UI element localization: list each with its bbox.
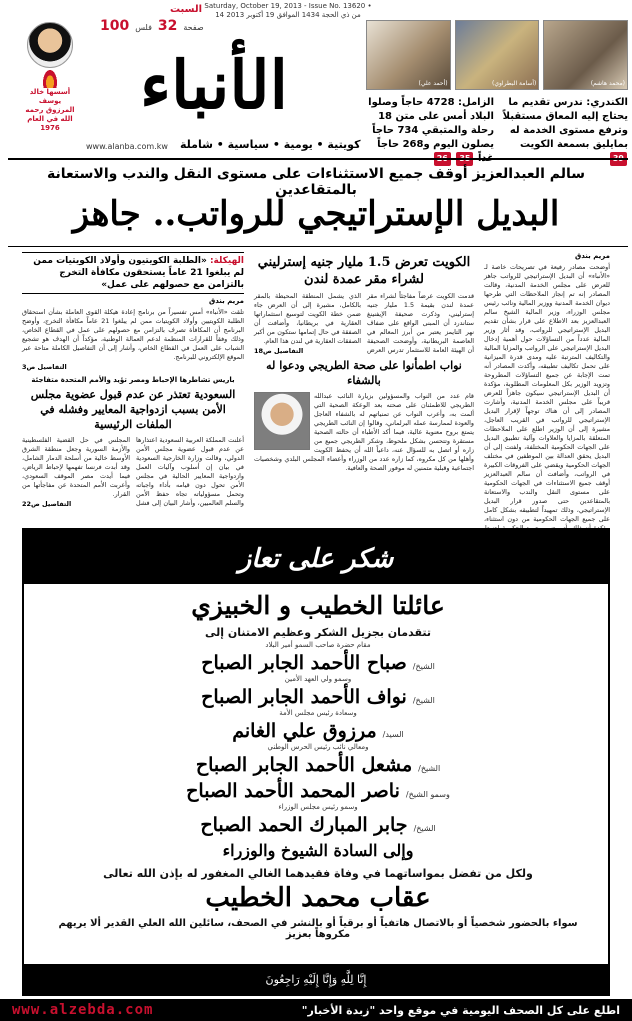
photo-credit: (أحمد علي) xyxy=(418,80,448,87)
thanks-announcement xyxy=(22,528,610,996)
article-left[interactable] xyxy=(22,252,244,524)
dignitary-name: صباح الأحمد الجابر الصباح xyxy=(201,652,407,674)
sections-tagline: كويتية • يومية • سياسية • شاملة xyxy=(180,138,361,151)
founder-caption: أسسها خالد يوسف المرزوق رحمه الله في العام 1976 xyxy=(25,88,75,132)
quote-headline[interactable] xyxy=(22,252,244,294)
divider xyxy=(8,246,628,247)
quran-verse: إِنَّا لِلَّهِ وَإِنَّا إِلَيْهِ رَاجِعُونَ xyxy=(265,973,367,986)
article-body: أعلنت المملكة العربية السعودية اعتذارها عن عدم قبول عضوية مجلس الأمن الدولي، وقالت وزارة الخارجية السعودية في بيان إن أسلوب وآليات العمل وازدواجية المعايير الحالية في مجلس الأمن تحول دون قيامه بأداء واجباته وتحمل مسؤولياته تجاه حفظ الأمن والسلم العالميين، وأشار البيان إلى فشل المجلس في حل القضية الفلسطينية والأزمة السورية وجعل منطقة الشرق الأوسط خالية من أسلحة الدمار الشامل، وقد أبدت فرنسا تفهمها لإحباط الرياض، فيما أيدت مصر الموقف السعودي، وأعربت الأمم المتحدة عن مفاجأتها من القرار. xyxy=(22,436,244,507)
watermark-banner xyxy=(0,999,632,1021)
family-names: عائلتا الخطيب و الخبيزي xyxy=(191,591,445,620)
front-page-news xyxy=(22,252,610,524)
final-prayer: سواء بالحضور شخصياً أو بالاتصال هاتفياً أو برقياً أو بالنشر في الصحف، سائلين الله العلي القدير ألا يريهم مكروهاً بعزيز xyxy=(58,918,578,940)
dignitary-title: الشيخ/ xyxy=(412,696,435,705)
dignitary-name: مرزوق علي الغانم xyxy=(232,720,377,742)
quote-text: «الطلبة الكويتيون وأولاد الكويتيات ممن لم يبلغوا 21 عاماً يستحقون مكافأة التخرج بالتزامن مع حصولهم على عمل» xyxy=(33,256,244,290)
photo-credit: (محمد هاشم) xyxy=(590,80,625,87)
dignitary-subtitle: ومعالي نائب رئيس الحرس الوطني xyxy=(267,743,369,751)
ad-calligraphy-title: شكر على تعاز xyxy=(238,544,394,574)
dignitary-title: السيد/ xyxy=(382,730,404,739)
dignitary-row xyxy=(44,813,592,837)
main-headline[interactable]: البديل الإستراتيجي للرواتب.. جاهز xyxy=(72,194,560,234)
closing-text: ولكل من تفضل بمواساتهما في وفاة فقيدهما الغالي المغفور له بإذن الله تعالى xyxy=(103,867,533,880)
dateline: Saturday, October 19, 2013 - Issue No. 13620 • 14 من ذي الحجة 1434 الموافق 19 أكتوبر 2013 xyxy=(204,2,372,19)
dignitary-name: نواف الأحمد الجابر الصباح xyxy=(201,686,407,708)
dignitary-name: ناصر المحمد الأحمد الصباح xyxy=(186,780,400,802)
article-headline[interactable]: الكويت تعرض 1.5 مليار جنيه إسترليني لشراء مقر عمدة لندن xyxy=(257,255,471,287)
dignitary-title: الشيخ/ xyxy=(418,764,441,773)
newspaper-logo[interactable]: الأنباء xyxy=(140,46,288,124)
teaser-photo[interactable] xyxy=(543,20,628,90)
teaser-photo[interactable] xyxy=(366,20,451,90)
weekday: السبت xyxy=(169,4,202,15)
article-body-columns xyxy=(22,436,244,509)
teaser-item[interactable] xyxy=(500,96,628,166)
page-count: 32 xyxy=(157,18,178,34)
article-body: أوضحت مصادر رفيعة في تصريحات خاصة لـ «الأنباء» أن البديل الإستراتيجي للرواتب جاهز للعرض على مجلس الخدمة المدنية، وقالت المصادر إنه تم إنجاز الملاحظات التي طرحها ديوان الخدمة المدنية ووزير المالية ونائب رئيس مجلس الوزراء، وزير المالية الشيخ سالم العبدالعزيز بعد الاطلاع على قرار بشأن تقديم البديل الإستراتيجي للرواتب، وقد أثار وزير المالية عدداً من التساؤلات حول أهمية إدخال البديل الإستراتيجي على الرواتب والمزايا المالية والتكاليف المترتبة عليه ومدى قدرة الميزانية على تحمل تكاليف تطبيقه، وأكدت المصادر أنه تمت الإجابة عن جميع التساؤلات المطروحة وتزويد الوزير بكل المعلومات المطلوبة، مؤكدة أن البديل الإستراتيجي سيكون جاهزاً للعرض قريباً على مجلس الخدمة المدنية، وأشارت المصادر إلى أن هناك توجهاً لإقرار البديل الإستراتيجي للرواتب في القريب العاجل، مشيرة إلى أن الوزير اطلع على الملاحظات المتعلقة بالمزايا والعلاوات وآلية تطبيق البديل على الجهات الحكومية المختلفة، ولفتت إلى أن البديل يحقق العدالة بين الموظفين في مختلف الجهات الحكومية ويقضي على الفروقات الكبيرة في الرواتب، وأضافت أن سالم العبدالعزيز أوقف جميع الاستثناءات في الجهات الحكومية على مستوى النقل والندب والاستعانة بالمتقاعدين حتى صدور قرار البديل الإستراتيجي، وذلك تمهيداً لتطبيقه بشكل كامل على جميع الجهات الحكومية من دون استثناء، xyxy=(484,263,610,523)
price-currency: فلس xyxy=(135,23,152,32)
price-value: 100 xyxy=(100,18,130,34)
deceased-name: عقاب محمد الخطيب xyxy=(205,883,431,913)
price-box xyxy=(100,18,204,34)
page-count-label: صفحة xyxy=(183,23,204,32)
article-body: قدمت الكويت عرضاً مفاجئاً لشراء مقر عمدة لندن بقيمة 1.5 مليار جنيه إسترليني، وذكرت صحيفة الإيفنينغ ستاندرد أن المبنى الواقع على ضفاف نهر التايمز يعتبر من أبرز المعالم في العاصمة البريطانية، وأوضحت الصحيفة أن الهيئة العامة للاستثمار تدرس العرض الذي يشمل المنطقة المحيطة بالمقر بالكامل، مشيرة إلى أن العرض جاء ضمن خطة الكويت لتوسيع استثماراتها العقارية في بريطانيا، وأضافت أن الصفقة في حال إتمامها ستكون من أكبر الصفقات العقارية في لندن هذا العام. xyxy=(254,292,474,354)
watermark-slogan: اطلع على كل الصحف اليومية في موقع واحد "زبدة الأخبار" xyxy=(301,1003,620,1017)
article-body: قام عدد من النواب والمسؤولين بزيارة النائب عبدالله الطريجي للاطمئنان على صحته بعد الوعكة الصحية التي ألمت به، وأعرب النواب عن تمنياتهم له بالشفاء العاجل والعودة لممارسة عمله البرلماني، وقالوا إن النائب الطريجي يتمتع بروح معنوية عالية، فيما أكد الأطباء أن حالته الصحية مستقرة وتتحسن بشكل ملحوظ، وشكر الطريجي جميع من زاره أو اتصل به للسؤال عنه، داعياً الله أن يحفظ الكويت وأهلها من كل مكروه، كما زاره عدد من الوزراء وأعضاء المجلس البلدي وشخصيات اجتماعية وقبلية متمنين له موفور الصحة والعافية. xyxy=(254,392,474,472)
continuation-link[interactable]: التفاصيل ص22 xyxy=(22,500,72,508)
headline-kicker: سالم العبدالعزيز أوقف جميع الاستثناءات على مستوى النقل والندب والاستعانة بالمتقاعدين xyxy=(47,166,585,198)
sheikhs-and-ministers: وإلى السادة الشيوخ والوزراء xyxy=(222,841,414,860)
dignitary-row xyxy=(44,651,592,675)
dignitary-subtitle: وسمو رئيس مجلس الوزراء xyxy=(278,803,358,811)
dignitary-subtitle: وسعادة رئيس مجلس الأمة xyxy=(279,709,357,717)
photo-credit: (أسامة البطراوي) xyxy=(491,80,537,87)
founder-portrait xyxy=(27,22,73,68)
teaser-photos xyxy=(366,20,628,90)
article-kicker: باريس تشاطرها الإحباط ومصر تؤيد والأمم المتحدة متفاجئة xyxy=(31,376,235,384)
dignitary-title: وسمو الشيخ/ xyxy=(405,790,450,799)
flame-icon xyxy=(43,70,57,88)
dignitary-name: جابر المبارك الحمد الصباح xyxy=(200,814,408,836)
article-middle[interactable] xyxy=(254,252,474,524)
dignitary-title: الشيخ/ xyxy=(412,662,435,671)
mp-portrait xyxy=(254,392,310,450)
teaser-text: الكندري: ندرس تقديم ما يحتاج إليه المعاق مستقبلاً وترفع مستوى الخدمة له بمايليق بسمعة الكويت xyxy=(502,97,628,150)
continuation-link[interactable]: التفاصيل ص3 xyxy=(22,363,67,371)
teaser-item[interactable] xyxy=(366,96,494,166)
byline: مريم بندق xyxy=(574,252,610,260)
teaser-photo[interactable] xyxy=(455,20,540,90)
teaser-text: الزامل: 4728 حاجاً وصلوا البلاد أمس على متن 18 رحلة والمتبقي 734 حاجاً يصلون اليوم و268 حاجاً xyxy=(368,97,494,150)
honorific: مقام حضرة صاحب السمو أمير البلاد xyxy=(265,641,371,649)
continuation-link[interactable]: التفاصيل ص18 xyxy=(254,347,304,355)
quote-label: الهيكلة: xyxy=(209,256,244,266)
dignitary-title: الشيخ/ xyxy=(413,824,436,833)
article-headline[interactable]: نواب اطمأنوا على صحة الطريجي ودعوا له بالشفاء xyxy=(266,359,462,387)
watermark-site-link[interactable]: www.alzebda.com xyxy=(12,1002,154,1018)
dignitary-row xyxy=(44,685,592,709)
article-salaries[interactable] xyxy=(484,252,610,524)
thanks-intro: تتقدمان بجزيل الشكر وعظيم الامتنان إلى xyxy=(204,626,432,639)
dignitary-subtitle: وسمو ولي العهد الأمين xyxy=(284,675,352,683)
divider xyxy=(8,158,628,160)
dignitary-name: مشعل الأحمد الجابر الصباح xyxy=(195,754,413,776)
article-body-columns xyxy=(254,292,474,356)
ad-header-band xyxy=(24,530,608,584)
article-body: تلقت «الأنباء» أمس تفسيراً من برنامج إعادة هيكلة القوى العاملة بشأن استحقاق الطلبة الكويتيين وأولاد الكويتيات ممن لم يبلغوا 21 عاماً مكافأة التخرج، وأوضح البرنامج أن المكافأة تصرف بالتزامن مع حصولهم على عمل في القطاع الخاص، وذلك وفقاً للقرارات المنظمة لدعم العمالة الوطنية، مؤكداً أن الهدف هو تشجيع الشباب على العمل في القطاع الخاص، وأشار إلى أن التفاصيل الكاملة متاحة عبر الموقع الإلكتروني للبرنامج. xyxy=(22,308,244,361)
dignitary-row xyxy=(44,753,592,777)
dignitary-row xyxy=(44,779,592,803)
founder-block xyxy=(24,22,76,133)
dignitary-row xyxy=(44,719,592,743)
masthead xyxy=(0,0,632,158)
dignitary-row xyxy=(44,839,592,863)
byline: مريم بندق xyxy=(208,297,244,305)
website-link[interactable]: www.alanba.com.kw xyxy=(86,142,168,151)
ad-body xyxy=(44,588,592,940)
article-headline[interactable]: السعودية تعتذر عن عدم قبول عضوية مجلس الأمن بسبب ازدواجية المعايير وفشله في الملفات الرئيسية xyxy=(30,388,236,431)
ad-footer-band xyxy=(24,964,608,994)
front-teasers xyxy=(366,96,628,166)
